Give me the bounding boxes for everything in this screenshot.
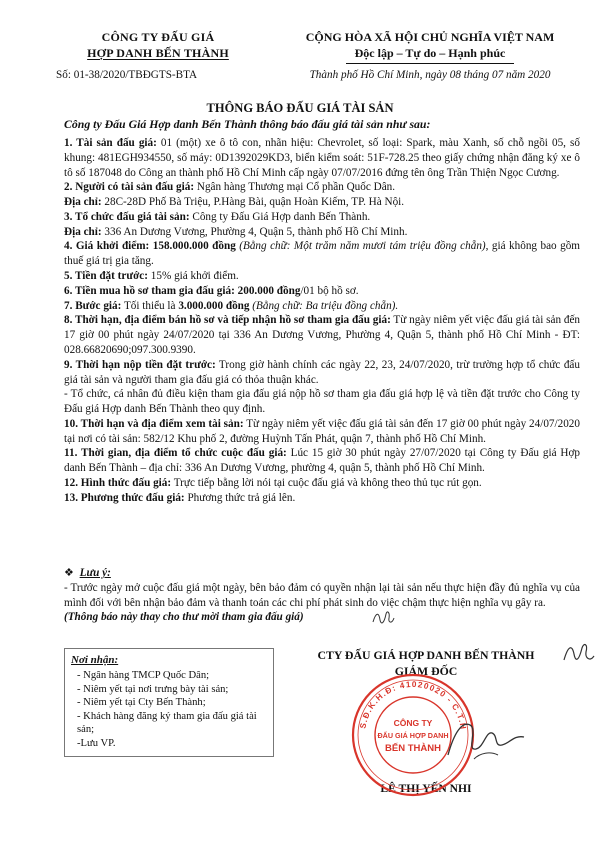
initial-signature-icon <box>560 640 596 670</box>
item-4-label: 4. Giá khởi điểm: 158.000.000 đồng <box>64 240 236 253</box>
place-date: Thành phố Hồ Chí Minh, ngày 08 tháng 07 năm 2020 <box>309 68 551 81</box>
item-3-address <box>64 225 580 240</box>
recipient-item: - Khách hàng đăng ký tham gia đấu giá tài sản; <box>77 710 257 736</box>
note-label: Lưu ý: <box>79 567 111 579</box>
item-7-amount: 3.000.000 đồng <box>178 299 250 312</box>
motto-underline <box>346 63 514 64</box>
company-name-line2: HỢP DANH BẾN THÀNH <box>87 45 229 60</box>
item-3-address-label: Địa chỉ: <box>64 225 102 238</box>
national-header <box>270 30 590 82</box>
item-6-text: /01 bộ hồ sơ. <box>300 284 359 297</box>
notice-initial-icon <box>370 608 396 628</box>
item-12-label: 12. Hình thức đấu giá: <box>64 476 172 489</box>
item-5-text: 15% giá khởi điểm. <box>147 270 239 283</box>
recipients-heading: Nơi nhận: <box>71 654 119 666</box>
national-title: CỘNG HÒA XÃ HỘI CHỦ NGHĨA VIỆT NAM <box>305 30 555 44</box>
note-text: - Trước ngày mở cuộc đấu giá một ngày, bên bảo đảm có quyền nhận lại tài sản nếu thực hiện đầy đủ nghĩa vụ của mình đối với bên nhận bảo đảm và thanh toán các chi phí phát sinh do việc chậm thực hiện nghĩa vụ gây ra. <box>64 581 580 609</box>
intro-line: Công ty Đấu Giá Hợp danh Bến Thành thông báo đấu giá tài sản như sau: <box>64 117 431 131</box>
item-6-amount: 200.000 đồng <box>234 284 301 297</box>
item-4-words: (Bằng chữ: Một trăm năm mươi tám triệu đồng chẵn) <box>235 240 486 253</box>
item-2-label: 2. Người có tài sản đấu giá: <box>64 181 195 194</box>
seal-line-1: CÔNG TY <box>393 718 433 728</box>
item-1 <box>64 136 580 180</box>
seal-line-3: BẾN THÀNH <box>385 743 441 754</box>
item-2 <box>64 180 580 195</box>
national-motto: Độc lập – Tự do – Hạnh phúc <box>354 45 506 60</box>
company-header <box>58 30 258 82</box>
note-heading <box>64 566 580 581</box>
item-1-label: 1. Tài sản đấu giá: <box>64 137 157 149</box>
signing-organization: CTY ĐẤU GIÁ HỢP DANH BẾN THÀNH <box>317 648 535 662</box>
item-9-label: 9. Thời hạn nộp tiền đặt trước: <box>64 358 216 371</box>
signer-role: GIÁM ĐỐC <box>394 663 458 678</box>
item-3-text: Công ty Đấu Giá Hợp danh Bến Thành. <box>189 210 371 223</box>
document-title: THÔNG BÁO ĐẤU GIÁ TÀI SẢN <box>206 101 394 115</box>
item-12-text: Trực tiếp bằng lời nói tại cuộc đấu giá và không theo thủ tục rút gọn. <box>171 476 482 489</box>
item-6-label: 6. Tiền mua hồ sơ tham gia đấu giá: <box>64 284 235 297</box>
item-10-text: Từ ngày niêm yết việc đấu giá tài sản đến 17 giờ 00 phút ngày 24/07/2020 tại nơi có tài sản: 582/12 Khu phố 2, đường Huỳnh Tấn Phát, quận 7, thành phố Hồ Chí Minh. <box>64 417 580 445</box>
notice-body <box>64 136 580 506</box>
item-8 <box>64 313 580 357</box>
item-10 <box>64 417 580 447</box>
item-13 <box>64 491 580 506</box>
item-2-text: Ngân hàng Thương mại Cổ phần Quốc Dân. <box>194 181 396 194</box>
recipient-item: - Niêm yết tại Cty Bến Thành; <box>77 697 206 709</box>
item-5 <box>64 269 580 284</box>
item-1-text: 01 (một) xe ô tô con, nhãn hiệu: Chevrolet, số loại: Spark, màu Xanh, số chỗ ngồi 05, số khung: 481EGH934550, số máy: 0D1392029KD3, biển kiểm soát: 51F-728.25 theo giấy chứng nhận đăng ký xe ô tô số 187048 do Công an thành phố Hồ Chí Minh cấp ngày 07/07/2016 đứng tên ông Trần Thiện Ngọc Cương. <box>64 137 580 179</box>
item-4-tail: , giá không bao gồm thuế giá trị gia tăng. <box>64 240 581 268</box>
item-11 <box>64 446 580 476</box>
item-2-address-text: 28C-28D Phố Bà Triệu, P.Hàng Bài, quận Hoàn Kiếm, TP. Hà Nội. <box>101 196 405 209</box>
item-9-text: Trong giờ hành chính các ngày 22, 23, 24/07/2020, trừ trường hợp tổ chức đấu giá tài sản và người tham gia đấu giá có thỏa thuận khác. <box>64 358 580 386</box>
seal-ring-text: S.Đ.K.H.Đ: 41020020 - C.T.H <box>358 679 468 731</box>
item-12 <box>64 476 580 491</box>
item-13-text: Phương thức trả giá lên. <box>184 491 296 504</box>
diamond-bullet-icon: ❖ <box>64 567 75 579</box>
item-2-address <box>64 195 580 210</box>
item-7-text: Tối thiểu là <box>121 299 179 312</box>
item-5-label: 5. Tiền đặt trước: <box>64 270 148 283</box>
item-7-words: (Bằng chữ: Ba triệu đồng chẵn). <box>249 299 399 312</box>
recipient-item: -Lưu VP. <box>77 737 116 749</box>
note-section <box>64 566 580 625</box>
item-3-address-text: 336 An Dương Vương, Phường 4, Quận 5, thành phố Hồ Chí Minh. <box>101 225 408 238</box>
item-13-label: 13. Phương thức đấu giá: <box>64 491 185 504</box>
document-number: Số: 01-38/2020/TBĐGTS-BTA <box>56 68 198 81</box>
item-11-text: Lúc 15 giờ 30 phút ngày 27/07/2020 tại Công ty Đấu giá Hợp danh Bến Thành – địa chỉ: 336 An Dương Vương, phường 4, quận 5, thành phố Hồ Chí Minh. <box>64 447 580 475</box>
director-signature-icon <box>440 715 530 765</box>
recipients-box <box>64 648 274 757</box>
item-4 <box>64 239 580 269</box>
item-3 <box>64 210 580 225</box>
item-3-label: 3. Tổ chức đấu giá tài sản: <box>64 210 190 223</box>
item-11-label: 11. Thời gian, địa điểm tổ chức cuộc đấu giá: <box>64 447 287 460</box>
item-6 <box>64 284 580 299</box>
recipient-item: - Ngân hàng TMCP Quốc Dân; <box>77 670 210 682</box>
item-7 <box>64 299 580 314</box>
item-7-label: 7. Bước giá: <box>64 299 122 312</box>
item-9 <box>64 358 580 388</box>
seal-line-2: ĐẤU GIÁ HỢP DANH <box>377 731 449 740</box>
item-8-label: 8. Thời hạn, địa điểm bán hồ sơ và tiếp nhận hồ sơ tham gia đấu giá: <box>64 314 391 327</box>
company-name-line1: CÔNG TY ĐẤU GIÁ <box>101 30 215 44</box>
replace-notice: (Thông báo này thay cho thư mời tham gia đấu giá) <box>64 611 304 624</box>
item-2-address-label: Địa chỉ: <box>64 196 102 209</box>
recipient-item: - Niêm yết tại nơi trưng bày tài sản; <box>77 683 229 695</box>
item-9-note: - Tổ chức, cá nhân đủ điều kiện tham gia đấu giá nộp hồ sơ tham gia đấu giá hợp lệ và tiền đặt trước cho Công ty Đấu giá Hợp danh Bến Thành theo quy định. <box>64 388 580 416</box>
item-10-label: 10. Thời hạn và địa điểm xem tài sản: <box>64 417 244 430</box>
signer-name: LÊ THỊ YẾN NHI <box>380 782 472 795</box>
item-8-text: Từ ngày niêm yết việc đấu giá tài sản đến 17 giờ 00 phút ngày 24/07/2020 tại 336 An Dương Vương, Phường 4, Quận 5, thành phố Hồ Chí Minh - ĐT: 028.66820690;097.300.9390. <box>64 314 580 356</box>
